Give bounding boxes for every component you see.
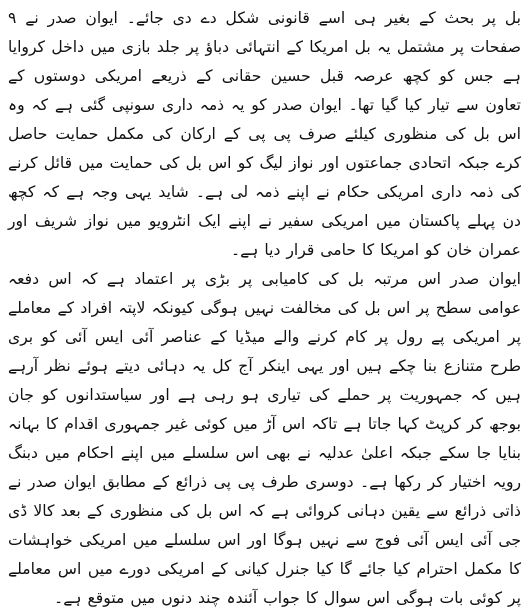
article-paragraph-1: بل پر بحث کے بغیر ہی اسے قانونی شکل دے دی جائے۔ ایوان صدر نے ۹ صفحات پر مشتمل یہ بل امریکا کے انتہائی دباؤ پر جلد بازی میں داخل کروایا ہے جس کو کچھ عرصہ قبل حسین حقانی کے ذریعے امریکی دوستوں کے تعاون سے تیار کیا گیا تھا۔ ایوان صدر کو یہ ذمہ داری سونپی گئی ہے کہ وہ اس بل کی منظوری کیلئے صرف پی پی کے ارکان کی مکمل حمایت حاصل کرے جبکہ اتحادی جماعتوں اور نواز لیگ کو اس بل کی حمایت میں قائل کرنے کی ذمہ داری امریکی حکام نے اپنے ذمہ لی ہے۔ شاید یہی وجہ ہے کہ کچھ دن پہلے پاکستان میں امریکی سفیر نے اپنے ایک انٹرویو میں نواز شریف اور عمران خان کو امریکا کا حامی قرار دیا ہے۔ (8, 9, 521, 259)
article-paragraph-2: ایوان صدر اس مرتبہ بل کی کامیابی پر بڑی پر اعتماد ہے کہ اس دفعہ عوامی سطح پر اس بل کی مخالفت نہیں ہوگی کیونکہ لاپتہ افراد کے معاملے پر امریکی پے رول پر کام کرنے والے میڈیا کے عناصر آئی ایس آئی کو بری طرح متنازع بنا چکے ہیں اور یہی اینکر آج کل یہ دہائی دیتے ہوئے نظر آرہے ہیں کہ جمہوریت پر حملے کی تیاری ہو رہی ہے اور سیاستدانوں کو جان بوجھ کر کرپٹ کہا جاتا ہے تاکہ اس آڑ میں کوئی غیر جمہوری اقدام کا بہانہ بنایا جا سکے جبکہ اعلیٰ عدلیہ نے بھی اس سلسلے میں اپنے احکام میں دبنگ رویہ اختیار کر رکھا ہے۔ دوسری طرف پی پی ذرائع کے مطابق ایوان صدر نے ذاتی ذرائع سے یقین دہانی کروائی ہے کہ اس بل کی منظوری کے بعد کالا ڈی جی آئی ایس آئی فوج سے نہیں ہوگا اور اس سلسلے میں امریکی خواہشات کا مکمل احترام کیا جائے گا کیا جنرل کیانی کے امریکی دورے میں اس معاملے پر کوئی بات ہوگی اس سوال کا جواب آئندہ چند دنوں میں متوقع ہے۔ (8, 270, 521, 607)
